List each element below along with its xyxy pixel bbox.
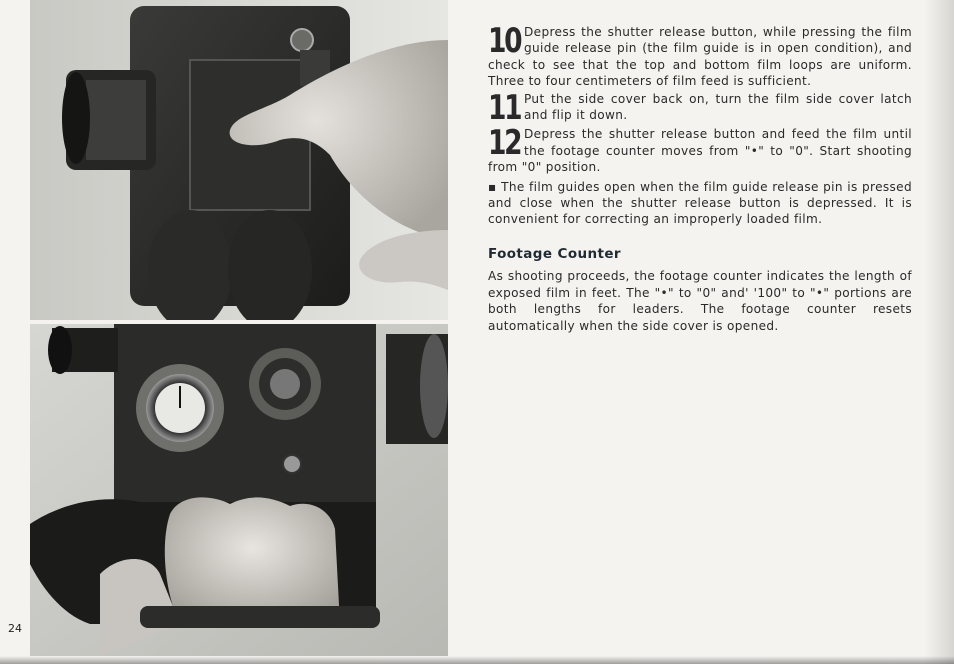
step-number: 11 [488,87,521,128]
instructions-column [488,21,912,334]
section-body: As shooting proceeds, the footage counter indicates the length of exposed film in feet. The "•" to "0" and' '100" to "•" portions are both lengths for leaders. The footage counter resets automatically when the side cover is opened. [488,269,912,333]
step-text: Depress the shutter release button, while pressing the film guide release pin (the film guide is in open condition), and check to see that the top and bottom film loops are uniform. Three to four centimeters of film feed is sufficient. [488,25,912,89]
step-text: Put the side cover back on, turn the film side cover latch and flip it down. [524,91,912,123]
photo-footage-counter [30,324,448,656]
film-guide-note: ▪ The film guides open when the film guide release pin is pressed and close when the shutter release button is depressed. It is convenient for correcting an improperly loaded film. [488,179,912,227]
page-edge-shadow [924,0,954,664]
step-text: Depress the shutter release button and feed the film until the footage counter moves from "•" to "0". Start shooting from "0" position. [488,127,912,175]
page-number: 24 [8,622,22,635]
photo-camera-film-loading [30,0,448,320]
step-number: 10 [488,21,521,61]
step-11 [488,87,912,128]
page-bottom-shadow [0,656,954,664]
step-10 [488,21,912,90]
step-12 [488,123,912,175]
step-number: 12 [488,123,521,164]
section-title: Footage Counter [488,245,621,262]
